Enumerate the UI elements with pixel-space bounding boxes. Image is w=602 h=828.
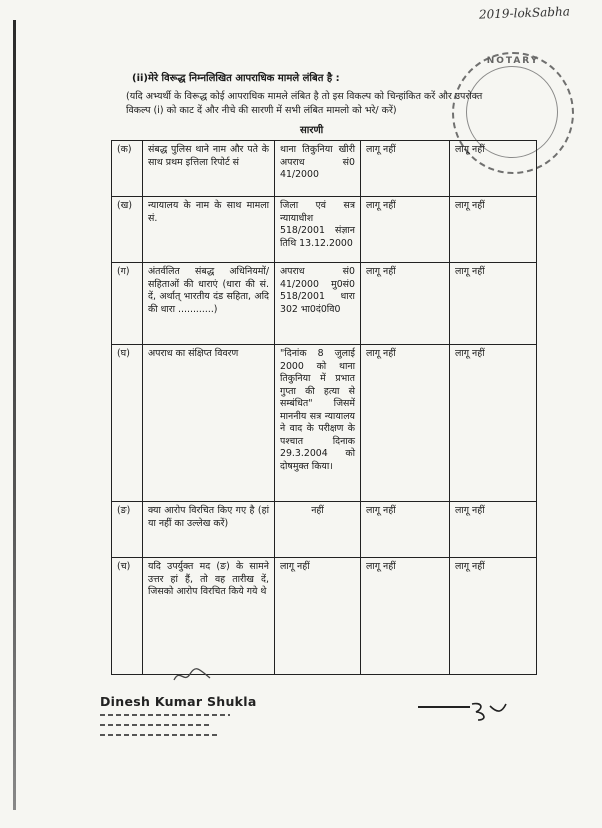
row-col3-value: लागू नहीं — [361, 141, 450, 197]
row-field: न्यायालय के नाम के साथ मामला सं. — [143, 197, 275, 263]
row-label: (ख) — [112, 197, 143, 263]
row-col4-value: लागू नहीं — [450, 141, 537, 197]
notary-seal-line — [100, 724, 210, 726]
scan-edge — [13, 20, 16, 810]
row-case-value: नहीं — [275, 502, 361, 558]
row-col4-value: लागू नहीं — [450, 345, 537, 502]
row-label: (घ) — [112, 345, 143, 502]
table-row — [112, 502, 537, 558]
row-label: (च) — [112, 558, 143, 675]
table-row — [112, 141, 537, 197]
row-label: (ग) — [112, 263, 143, 345]
row-field: क्या आरोप विरचित किए गए है (हां या नहीं का उल्लेख करें) — [143, 502, 275, 558]
section-heading: (ii)मेरे विरूद्ध निम्नलिखित आपराधिक मामले लंबित है : — [132, 73, 340, 84]
signature-scribble — [172, 666, 212, 686]
instruction-text: (यदि अभ्यर्थी के विरूद्ध कोई आपराधिक मामले लंबित है तो इस विकल्प को चिन्हांकित करें और उपरोक्त विकल्प (i) को काट दें और नीचे की सारणी में सभी लंबित मामलो को भरे/ करें) — [126, 91, 483, 116]
row-field: अपराध का संक्षिप्त विवरण — [143, 345, 275, 502]
row-col3-value: लागू नहीं — [361, 345, 450, 502]
signatory-name: Dinesh Kumar Shukla — [100, 694, 257, 709]
row-field: अंतर्वलित संबद्ध अधिनियमों/सहिताओं की धाराएं (धारा की सं. दें, अर्थात् भारतीय दंड सहिता, अदि की धारा ............) — [143, 263, 275, 345]
cases-table — [111, 140, 537, 675]
row-col4-value: लागू नहीं — [450, 558, 537, 675]
row-col3-value: लागू नहीं — [361, 502, 450, 558]
row-case-value: "दिनांक 8 जुलाई 2000 को थाना तिकुनिया में प्रभात गुप्ता की हत्या से सम्बंधित" जिसमें माननीय सत्र न्यायालय ने वाद के परीक्षण के पश्चात दिनाक 29.3.2004 को दोषमुक्त किया। — [275, 345, 361, 502]
signature-line — [418, 706, 470, 708]
row-col4-value: लागू नहीं — [450, 263, 537, 345]
table-caption: सारणी — [300, 125, 324, 136]
table-row — [112, 263, 537, 345]
handwritten-note: 2019-lokSabha — [478, 4, 571, 22]
row-col3-value: लागू नहीं — [361, 558, 450, 675]
table-row — [112, 345, 537, 502]
notary-stamp-text: NOTARY — [486, 56, 540, 66]
row-col3-value: लागू नहीं — [361, 263, 450, 345]
table-row — [112, 558, 537, 675]
row-case-value: अपराध सं0 41/2000 मु0सं0 518/2001 धारा 302 भा0दं0वि0 — [275, 263, 361, 345]
row-case-value: थाना तिकुनिया खीरी अपराध सं0 41/2000 — [275, 141, 361, 197]
table-row — [112, 197, 537, 263]
notary-seal-line — [100, 714, 230, 716]
row-col4-value: लागू नहीं — [450, 502, 537, 558]
signature-mark — [468, 700, 508, 722]
row-label: (क) — [112, 141, 143, 197]
row-field: यदि उपर्युक्त मद (ङ) के सामने उत्तर हां हैं, तो वह तारीख दें, जिसको आरोप विरचित किये गये थे — [143, 558, 275, 675]
row-col3-value: लागू नहीं — [361, 197, 450, 263]
row-field: संबद्ध पुलिस थाने नाम और पते के साथ प्रथम इत्तिला रिपोर्ट सं — [143, 141, 275, 197]
row-case-value: जिला एवं सत्र न्यायाधीश 518/2001 संज्ञान तिथि 13.12.2000 — [275, 197, 361, 263]
row-case-value: लागू नहीं — [275, 558, 361, 675]
row-col4-value: लागू नहीं — [450, 197, 537, 263]
notary-seal-line — [100, 734, 220, 736]
row-label: (ङ) — [112, 502, 143, 558]
